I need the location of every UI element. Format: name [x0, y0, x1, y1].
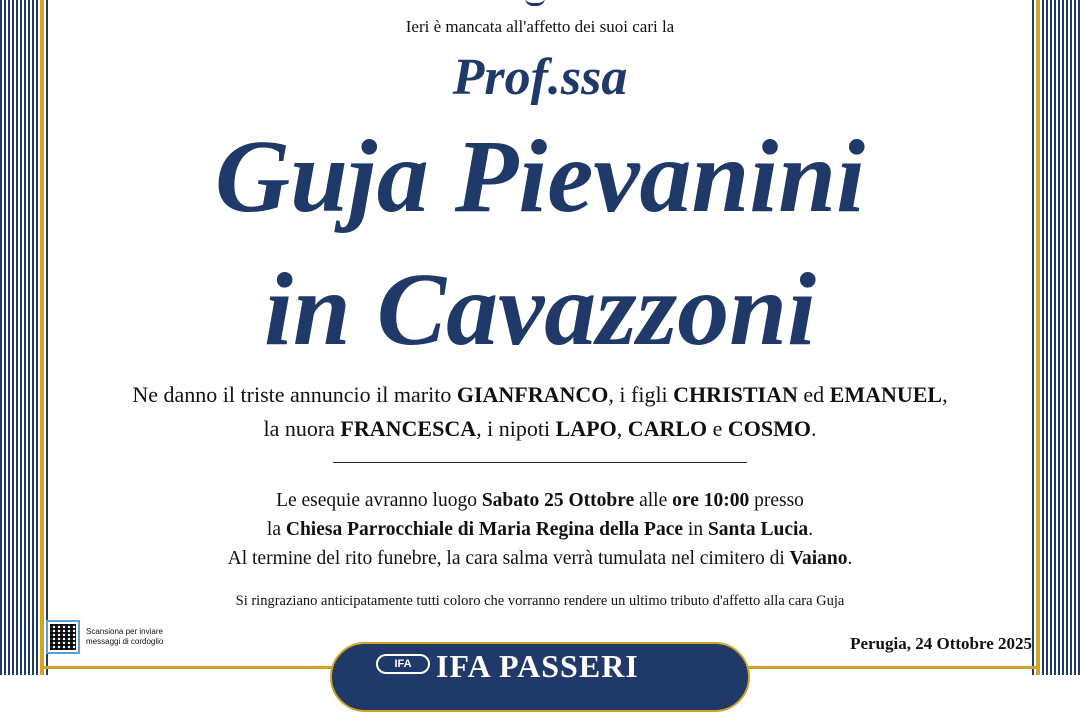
ceremony-line-2: la Chiesa Parrocchiale di Maria Regina della Pace in Santa Lucia.: [266, 519, 814, 540]
intro-text: Ieri è mancata all'affetto dei suoi cari la: [405, 17, 675, 36]
ceremony-line-3: Al termine del rito funebre, la cara salma verrà tumulata nel cimitero di Vaiano.: [227, 548, 853, 569]
logo-name: IFA PASSERI: [436, 648, 639, 684]
condolence-qr[interactable]: [46, 620, 163, 654]
announcement-line-2: la nuora FRANCESCA, i nipoti LAPO, CARLO e COSMO.: [263, 416, 817, 441]
announcement: [0, 378, 1080, 446]
logo-emblem-icon: IFA: [376, 654, 430, 674]
top-ornament-icon: [525, 0, 545, 6]
title-prefix: Prof.ssa: [452, 49, 628, 106]
qr-code-icon[interactable]: [46, 620, 80, 654]
place-date: Perugia, 24 Ottobre 2025: [850, 634, 1032, 653]
announcement-line-1: Ne danno il triste annuncio il marito GIANFRANCO, i figli CHRISTIAN ed EMANUEL,: [132, 382, 948, 407]
thanks-text: Si ringraziano anticipatamente tutti coloro che vorranno rendere un ultimo tributo d'affetto alla cara Guja: [235, 593, 845, 609]
divider: [333, 462, 747, 463]
deceased-name: Guja Pievanini: [214, 119, 866, 234]
ceremony-line-1: Le esequie avranno luogo Sabato 25 Ottobre alle ore 10:00 presso: [276, 490, 804, 511]
funeral-home-logo: [330, 642, 750, 712]
deceased-married-name: in Cavazzoni: [264, 252, 816, 367]
ceremony-details: [0, 486, 1080, 573]
qr-caption: Scansiona per inviare messaggi di cordoglio: [86, 627, 164, 646]
